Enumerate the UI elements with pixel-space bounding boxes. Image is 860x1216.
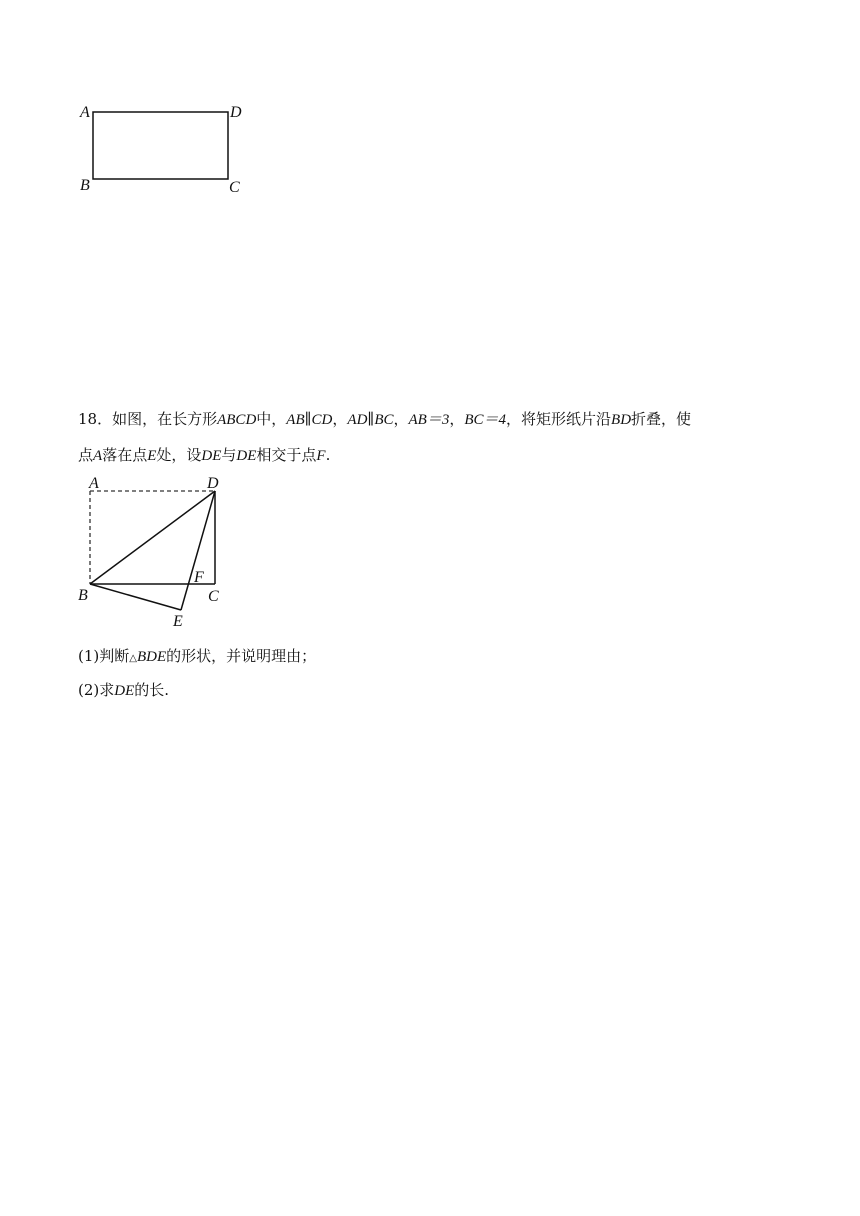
question-1 [78,646,316,669]
text-segment: 中， [256,410,287,428]
vertex-label-d: D [207,475,219,492]
text-segment: 处，设 [156,446,202,464]
vertex-label-c: C [229,179,240,196]
math-f: F [316,448,326,464]
problem-number: 18． [78,410,113,428]
triangle-symbol: △ [129,653,137,664]
math-ab-parallel-cd: AB∥CD [286,412,333,428]
text-segment: 点 [78,446,94,464]
math-bd: BD [611,412,632,428]
text-segment: . [325,446,331,464]
text-segment: 判断 [99,647,130,665]
vertex-label-c: C [208,588,219,605]
rectangle-figure [0,0,300,210]
text-segment: ，将矩形纸片沿 [506,410,612,428]
text-segment: ， [332,410,348,428]
vertex-label-f: F [194,569,204,586]
vertex-label-b: B [78,587,88,604]
text-segment: ， [449,410,465,428]
question-number: (2) [78,681,100,699]
rectangle-abcd [93,112,228,179]
text-segment: 与 [221,446,237,464]
text-segment: 的形状，并说明理由； [166,647,317,665]
text-segment: ， [393,410,409,428]
problem-line-1 [78,402,798,438]
text-segment: 如图，在长方形 [112,410,218,428]
math-bde: BDE [136,649,167,665]
text-segment: 落在点 [102,446,148,464]
math-abcd: ABCD [217,412,257,428]
vertex-label-a: A [80,104,90,121]
vertex-label-d: D [230,104,242,121]
vertex-label-e: E [173,613,183,630]
fold-figure [0,460,300,640]
math-ab-equals-3: AB＝3 [408,412,450,428]
vertex-label-a: A [89,475,99,492]
math-a: A [93,448,103,464]
math-ad-parallel-bc: AD∥BC [347,412,394,428]
text-segment: 求 [99,681,115,699]
text-segment: 相交于点 [256,446,317,464]
question-number: (1) [78,647,100,665]
math-de: DE [201,448,222,464]
math-de: DE [114,683,135,699]
math-e: E [147,448,157,464]
math-bc-equals-4: BC＝4 [464,412,507,428]
edge-be [90,584,181,610]
text-segment: 的长. [134,681,170,699]
vertex-label-b: B [80,177,90,194]
math-de: DE [236,448,257,464]
question-2 [78,680,169,701]
text-segment: 折叠，使 [631,410,692,428]
